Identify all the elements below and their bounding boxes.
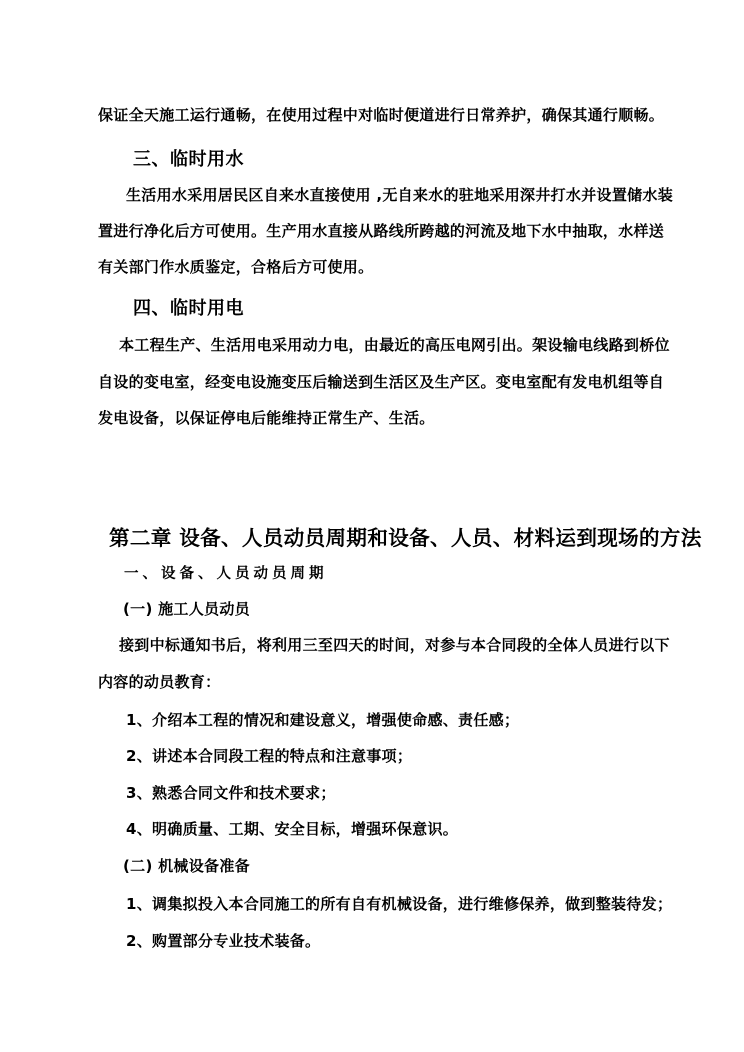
paragraph-water-line-3: 有关部门作水质鉴定，合格后方可使用。 [98, 258, 374, 276]
paragraph-water-line-1: 生活用水采用居民区自来水直接使用 ,无自来水的驻地采用深井打水并设置储水装 [126, 186, 674, 204]
list-item: 2、购置部分专业技术装备。 [126, 932, 321, 950]
list-item: 3、熟悉合同文件和技术要求； [126, 784, 336, 802]
list-item: 1、介绍本工程的情况和建设意义，增强使命感、责任感； [126, 711, 520, 729]
list-item: 2、讲述本合同段工程的特点和注意事项； [126, 747, 413, 765]
paragraph-personnel-intro-2: 内容的动员教育： [98, 673, 221, 691]
section-mobilization-heading: 一、设备、人员动员周期 [124, 565, 328, 582]
heading-temporary-power: 四、临时用电 [133, 298, 244, 319]
heading-temporary-water: 三、临时用水 [133, 149, 244, 170]
subsection-equipment-heading: (二) 机械设备准备 [123, 857, 250, 875]
paragraph-power-line-3: 发电设备，以保证停电后能维持正常生产、生活。 [98, 409, 435, 427]
paragraph-road-maintenance: 保证全天施工运行通畅，在使用过程中对临时便道进行日常养护，确保其通行顺畅。 [98, 106, 665, 124]
paragraph-power-line-2: 自设的变电室，经变电设施变压后输送到生活区及生产区。变电室配有发电机组等自 [98, 373, 665, 391]
chapter-2-title: 第二章 设备、人员动员周期和设备、人员、材料运到现场的方法 [109, 526, 702, 550]
paragraph-power-line-1: 本工程生产、生活用电采用动力电，由最近的高压电网引出。架设输电线路到桥位 [119, 336, 670, 354]
list-item: 4、明确质量、工期、安全目标，增强环保意识。 [126, 820, 459, 838]
list-item: 1、调集拟投入本合同施工的所有自有机械设备，进行维修保养，做到整装待发； [126, 895, 673, 913]
subsection-personnel-heading: (一) 施工人员动员 [123, 600, 250, 618]
paragraph-personnel-intro-1: 接到中标通知书后，将利用三至四天的时间，对参与本合同段的全体人员进行以下 [119, 636, 670, 654]
paragraph-water-line-2: 置进行净化后方可使用。生产用水直接从路线所跨越的河流及地下水中抽取，水样送 [98, 222, 665, 240]
